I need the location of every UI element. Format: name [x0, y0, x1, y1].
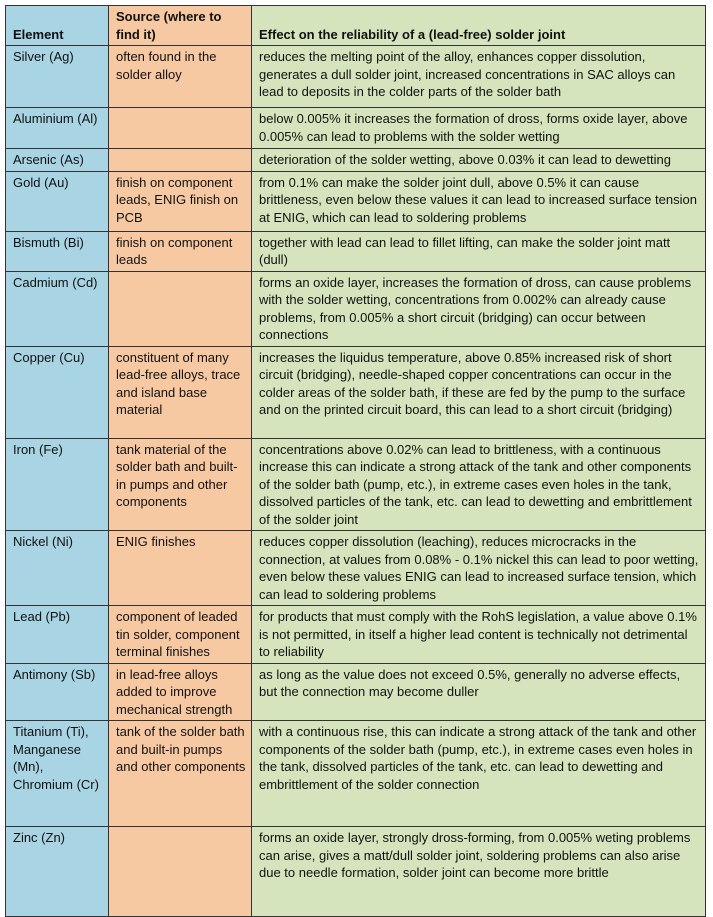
solder-impurities-table — [5, 5, 706, 917]
element-cell: Titanium (Ti), Manganese (Mn), Chromium (Cr) — [6, 721, 109, 827]
effect-cell: concentrations above 0.02% can lead to brittleness, with a continuous increase this can indicate a strong attack of the tank and other components of the solder bath (pump, etc.), in extreme cases even holes in the tank, dissolved particles of the tank, etc. can lead to dewetting and embrittlement of the solder joint — [252, 438, 706, 531]
element-cell: Bismuth (Bi) — [6, 231, 109, 271]
table-row — [6, 827, 706, 917]
table-row — [6, 171, 706, 231]
element-cell: Arsenic (As) — [6, 149, 109, 172]
source-cell: often found in the solder alloy — [109, 46, 252, 108]
element-cell: Nickel (Ni) — [6, 531, 109, 606]
element-cell: Gold (Au) — [6, 171, 109, 231]
source-cell: tank material of the solder bath and built-in pumps and other components — [109, 438, 252, 531]
effect-cell: reduces the melting point of the alloy, enhances copper dissolution, generates a dull solder joint, increased concentrations in SAC alloys can lead to deposits in the colder parts of the solder bath — [252, 46, 706, 108]
effect-cell: forms an oxide layer, increases the formation of dross, can cause problems with the solder wetting, concentrations from 0.002% can already cause problems, from 0.005% a short circuit (bridging) can occur between connections — [252, 271, 706, 346]
source-cell: finish on component leads — [109, 231, 252, 271]
header-effect: Effect on the reliability of a (lead-free) solder joint — [252, 6, 706, 46]
header-element: Element — [6, 6, 109, 46]
table-row — [6, 46, 706, 108]
table-row — [6, 531, 706, 606]
element-cell: Iron (Fe) — [6, 438, 109, 531]
table-header-row — [6, 6, 706, 46]
source-cell: component of leaded tin solder, component terminal finishes — [109, 606, 252, 664]
effect-cell: as long as the value does not exceed 0.5%, generally no adverse effects, but the connection may become duller — [252, 663, 706, 721]
header-source: Source (where to find it) — [109, 6, 252, 46]
element-cell: Zinc (Zn) — [6, 827, 109, 917]
element-cell: Aluminium (Al) — [6, 108, 109, 149]
source-cell: finish on component leads, ENIG finish on PCB — [109, 171, 252, 231]
effect-cell: forms an oxide layer, strongly dross-forming, from 0.005% weting problems can arise, gives a matt/dull solder joint, soldering problems can also arise due to needle formation, solder joint can become more brittle — [252, 827, 706, 917]
element-cell: Lead (Pb) — [6, 606, 109, 664]
table-row — [6, 606, 706, 664]
table-row — [6, 149, 706, 172]
effect-cell: for products that must comply with the RohS legislation, a value above 0.1% is not permitted, in itself a higher lead content is technically not detrimental to reliability — [252, 606, 706, 664]
source-cell: tank of the solder bath and built-in pumps and other components — [109, 721, 252, 827]
source-cell — [109, 827, 252, 917]
table-row — [6, 108, 706, 149]
element-cell: Silver (Ag) — [6, 46, 109, 108]
table-row — [6, 231, 706, 271]
effect-cell: below 0.005% it increases the formation of dross, forms oxide layer, above 0.005% can lead to problems with the solder wetting — [252, 108, 706, 149]
source-cell — [109, 271, 252, 346]
table-row — [6, 346, 706, 438]
source-cell: ENIG finishes — [109, 531, 252, 606]
element-cell: Cadmium (Cd) — [6, 271, 109, 346]
effect-cell: together with lead can lead to fillet lifting, can make the solder joint matt (dull) — [252, 231, 706, 271]
effect-cell: with a continuous rise, this can indicate a strong attack of the tank and other components of the solder bath (pump, etc.), in extreme cases even holes in the tank, dissolved particles of the tank, etc. can lead to dewetting and embrittlement of the solder connection — [252, 721, 706, 827]
effect-cell: deterioration of the solder wetting, above 0.03% it can lead to dewetting — [252, 149, 706, 172]
element-cell: Antimony (Sb) — [6, 663, 109, 721]
source-cell — [109, 149, 252, 172]
table-row — [6, 271, 706, 346]
table-body — [6, 46, 706, 917]
table-row — [6, 721, 706, 827]
table-row — [6, 438, 706, 531]
table-row — [6, 663, 706, 721]
source-cell: in lead-free alloys added to improve mechanical strength — [109, 663, 252, 721]
source-cell: constituent of many lead-free alloys, trace and island base material — [109, 346, 252, 438]
effect-cell: reduces copper dissolution (leaching), reduces microcracks in the connection, at values from 0.08% - 0.1% nickel this can lead to poor wetting, even below these values ENIG can lead to increased surface tension, which can lead to soldering problems — [252, 531, 706, 606]
source-cell — [109, 108, 252, 149]
element-cell: Copper (Cu) — [6, 346, 109, 438]
table-container — [5, 5, 706, 917]
effect-cell: increases the liquidus temperature, above 0.85% increased risk of short circuit (bridging), needle-shaped copper concentrations can occur in the colder areas of the solder bath, if these are fed by the pump to the surface and on the printed circuit board, this can lead to a short circuit (bridging) — [252, 346, 706, 438]
effect-cell: from 0.1% can make the solder joint dull, above 0.5% it can cause brittleness, even below these values it can lead to increased surface tension at ENIG, which can lead to soldering problems — [252, 171, 706, 231]
